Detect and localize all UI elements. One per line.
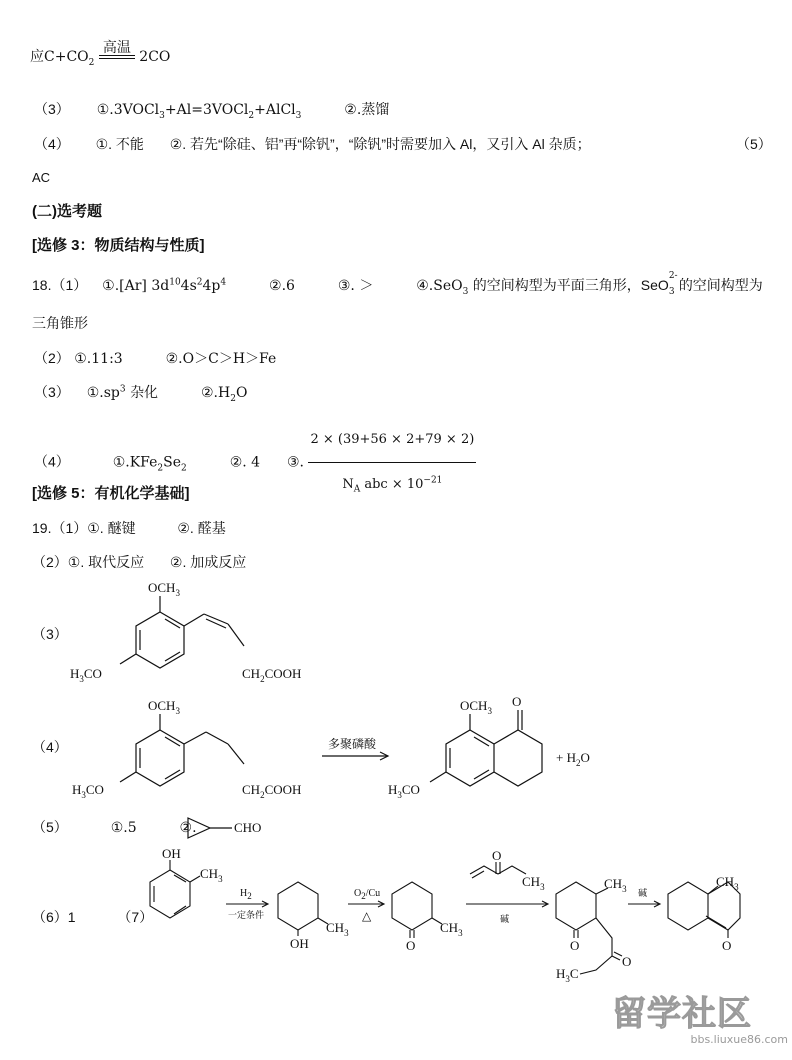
svg-text:多聚磷酸: 多聚磷酸 [328,737,377,751]
svg-text:碱: 碱 [638,889,648,899]
answer-18-1-continued: 三角锥形 [32,315,88,331]
svg-text:OCH3: $OCH_3$ [148,580,180,598]
answer-19-5: （5） ①.5 ②. [32,819,197,836]
structure-cyclopropane-aldehyde [0,812,792,842]
svg-text:CH3: $CH_3$ [604,876,627,894]
reaction-line: 应$C+CO_2$ 高温 2CO [30,40,171,68]
structure-cyclization-reaction [0,690,792,810]
answer-19-3-number: （3） [32,626,68,642]
svg-text:△: △ [362,909,372,923]
svg-text:一定条件: 一定条件 [228,911,265,921]
svg-text:CH3: $CH_3$ [200,866,223,884]
svg-text:OCH3: $OCH_3$ [460,698,492,716]
answer-19-2: （2）①. 取代反应 ②. 加成反应 [32,554,247,570]
svg-text:O: O [406,938,416,953]
svg-text:H3CO: $H_3CO$ [388,782,420,800]
answer-18-3: （3） $①.sp^3$ 杂化 $②.H_2O$ [34,384,248,404]
svg-text:CHO: CHO [234,820,262,835]
svg-text:H3CO: $H_3CO$ [70,666,102,684]
watermark-logo: 留学社区 bbs.liuxue86.com [612,994,788,1046]
structure-cinnamic-acid [0,580,792,690]
answer-18-4: （4） $①.KFe_2Se_2$ ②. 4 ③. $\frac{2 \times (39+56 \times 2+79 \times 2)}{N_A abc \times 10^{-21}}$ [34,420,476,505]
svg-text:O: O [512,694,522,709]
answer-18-1: 18.（1） ①.[Ar] $3d^{10}4s^24p^4$ ②.6 ③. ＞ ④.SeO$_3$ 的空间构型为平面三角形，SeO 2- 3 的空间构型为 [32,271,763,297]
svg-text:O2/Cu: O2/Cu [354,888,381,901]
elective-3-heading: [选修 3：物质结构与性质] [32,237,205,254]
synthesis-route [0,848,792,988]
answer-3: （3） ①.3VOCl$_3$+Al=3VOCl$_2$+AlCl$_3$ ②.蒸馏 [34,101,390,121]
answer-18-2: （2） ①.11:3 ②.O＞C＞H＞Fe [34,350,277,367]
svg-text:O: O [722,938,732,953]
svg-text:+ H2O: + $H_2O$ [556,750,590,768]
svg-text:CH3: $CH_3$ [522,874,545,892]
svg-text:O: O [492,848,502,863]
svg-text:CH2COOH: $CH_2COOH$ [242,666,302,684]
reaction-prefix: 应C+CO [30,49,89,65]
answer-5: AC [32,170,51,185]
answer-19-4-number: （4） [32,739,68,755]
answer-5-number: （5） [736,136,772,152]
svg-text:H3C: $H_3C$ [556,966,579,984]
svg-text:OH: OH [290,936,309,951]
svg-text:H2: H2 [240,888,252,901]
answer-19-6: （6）1 （7） [32,909,154,925]
svg-text:CH3: $CH_3$ [440,920,463,938]
svg-text:OCH3: $OCH_3$ [148,698,180,716]
svg-text:O: O [570,938,580,953]
section-heading: (二)选考题 [32,203,102,220]
svg-text:H3CO: $H_3CO$ [72,782,104,800]
answer-4: （4） ①. 不能 ②. 若先“除硅、铝”再“除钒”，“除钒”时需要加入 Al，又引入 Al 杂质； [34,136,591,152]
svg-text:CH3: $CH_3$ [716,874,739,892]
svg-text:OH: OH [162,846,181,861]
svg-text:CH2COOH: $CH_2COOH$ [242,782,302,800]
density-formula: $\frac{2 \times (39+56 \times 2+79 \times 2)}{N_A abc \times 10^{-21}}$ [308,420,476,505]
svg-text:CH3: $CH_3$ [326,920,349,938]
answer-19-1: 19.（1）①. 醚键 ②. 醛基 [32,520,226,536]
svg-text:O: O [622,954,632,969]
svg-text:碱: 碱 [500,915,510,925]
elective-5-heading: [选修 5：有机化学基础] [32,485,190,502]
reaction-product: 2CO [139,49,171,65]
